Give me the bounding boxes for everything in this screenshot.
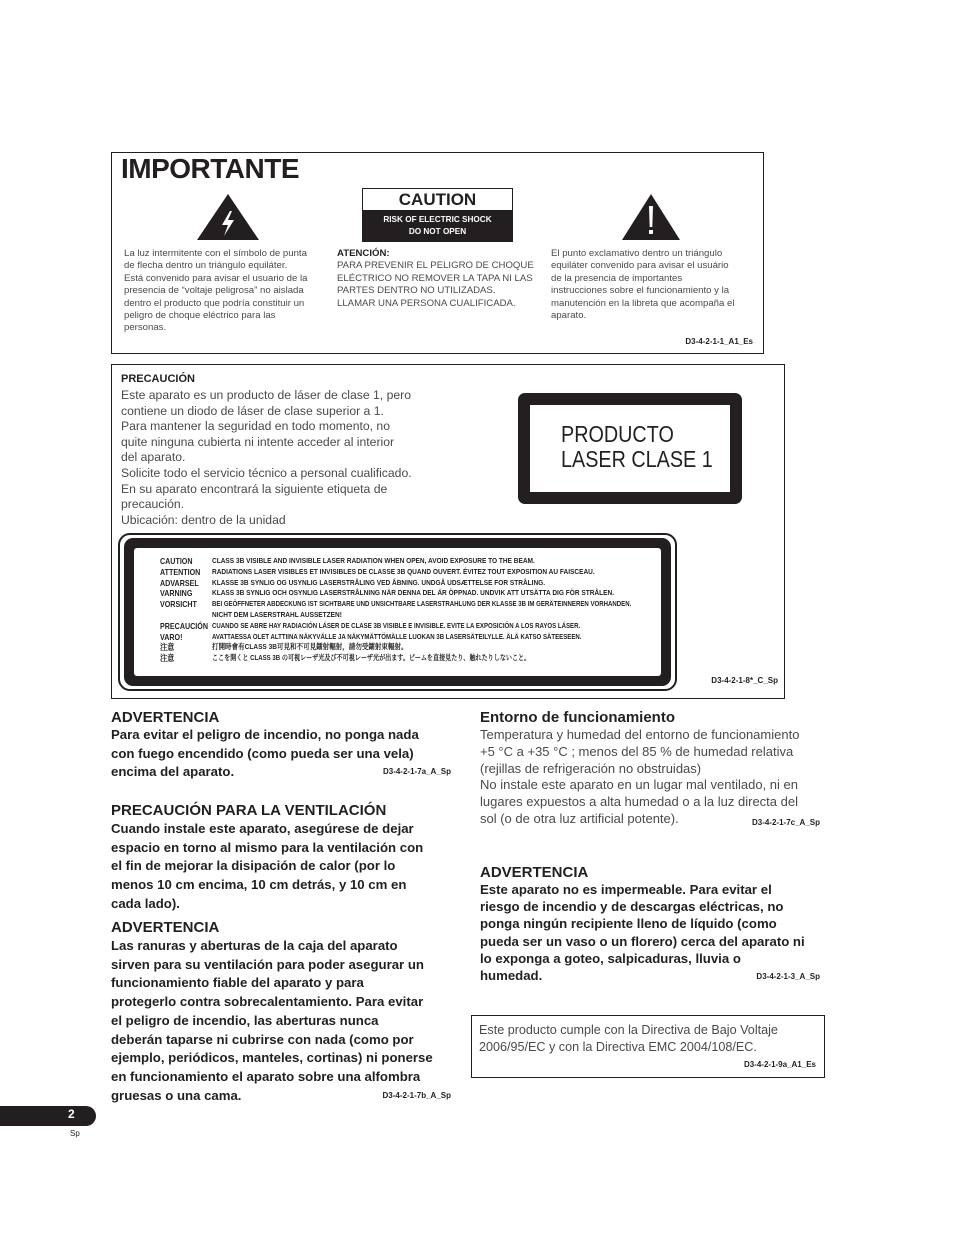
precaucion-text <box>121 388 451 528</box>
text-line: Cuando instale este aparato, asegúrese de dejar <box>111 821 414 836</box>
warning-lang: 注意 <box>160 642 175 653</box>
text-line: ejemplo, periódicos, manteles, cortinas) ni ponerse <box>111 1050 433 1066</box>
text-line: Las ranuras y aberturas de la caja del aparato <box>111 938 398 953</box>
text-line: 2006/95/EC y con la Directiva EMC 2004/108/EC. <box>479 1039 757 1054</box>
text-line: sirven para su ventilación para poder asegurar un <box>111 956 424 972</box>
text-line: gruesas o una cama. <box>111 1087 242 1103</box>
text-line: manutención en la libreta que acompaña el <box>551 297 735 309</box>
text-line: En su aparato encontrará la siguiente etiqueta de <box>121 481 388 496</box>
text-line: presencia de “voltaje peligrosa” no aislada <box>124 285 304 297</box>
warning-text: KLASS 3B SYNLIG OCH OSYNLIG LASERSTRÅLNING NÄR DENNA DEL ÄR ÖPPNAD. UNDVIK ATT UTSÄTTA DIG FÖR STRÅLEN. <box>212 588 615 598</box>
warning-lang: PRECAUCIÓN <box>160 620 208 631</box>
text-line: PARTES DENTRO NO UTILIZADAS. <box>337 285 496 297</box>
laser-label-line-2: LASER CLASE 1 <box>561 446 713 472</box>
text-line: contiene un diodo de láser de clase superior a 1. <box>121 403 384 418</box>
text-line: lugares expuestos a alta humedad o a la luz directa del <box>480 794 798 810</box>
text-line: funcionamiento fiable del aparato y para <box>111 975 364 991</box>
page-number: 2 <box>68 1107 75 1121</box>
warning-lang: CAUTION <box>160 556 193 566</box>
warning-text: BEI GEÖFFNETER ABDECKUNG IST SICHTBARE UND UNSICHTBARE LASERSTRAHLUNG DER KLASSE 3B IM GERÄTEINNEREN VORHANDEN. <box>212 599 632 609</box>
text-line: del aparato. <box>121 450 186 465</box>
page-number-tab <box>0 1106 96 1126</box>
text-line: riesgo de incendio y de descargas eléctricas, no <box>480 899 784 915</box>
text-line: sol (o de otra luz artificial potente). <box>480 810 679 826</box>
warning-lang: 注意 <box>160 653 175 664</box>
text-line: El punto exclamativo dentro un triángulo <box>551 248 723 259</box>
advertencia-1-code: D3-4-2-1-7a_A_Sp <box>382 767 451 776</box>
text-line: Para mantener la seguridad en todo momento, no <box>121 419 390 434</box>
text-line: pueda ser un vaso o un florero) cerca del aparato ni <box>480 933 805 949</box>
advertencia-1-heading: ADVERTENCIA <box>111 709 220 726</box>
text-line: +5 °C a +35 °C ; menos del 85 % de humedad relativa <box>480 743 794 759</box>
ventilacion-text <box>111 820 456 914</box>
shock-symbol-text <box>124 248 329 335</box>
laser-label-line-1: PRODUCTO <box>561 421 674 447</box>
text-line: LLAMAR UNA PERSONA CUALIFICADA. <box>337 297 516 309</box>
atencion-text <box>337 248 542 310</box>
precaucion-code: D3-4-2-1-8*_C_Sp <box>711 676 778 685</box>
ventilacion-heading: PRECAUCIÓN PARA LA VENTILACIÓN <box>111 802 387 819</box>
exclamation-symbol-text <box>551 248 756 322</box>
text-line: cada lado). <box>111 895 180 911</box>
text-line: de flecha dentro un triángulo equiláter. <box>124 260 288 272</box>
text-line: No instale este aparato en un lugar mal ventilado, ni en <box>480 777 798 793</box>
caution-line-2: DO NOT OPEN <box>408 226 467 236</box>
entorno-heading: Entorno de funcionamiento <box>480 709 675 726</box>
electric-shock-warning-icon <box>195 192 261 242</box>
advertencia-2-text <box>111 937 461 1105</box>
advertencia-2-heading: ADVERTENCIA <box>111 919 220 936</box>
warning-text: KLASSE 3B SYNLIG OG USYNLIG LASERSTRÅLING VED ÅBNING. UNDGÅ UDSÆTTELSE FOR STRÅLING. <box>212 577 546 587</box>
text-line: precaución. <box>121 497 185 512</box>
caution-line-1: RISK OF ELECTRIC SHOCK <box>383 215 492 224</box>
text-line: encima del aparato. <box>111 764 235 780</box>
exclamation-warning-icon <box>620 192 682 242</box>
warning-text: RADIATIONS LASER VISIBLES ET INVISIBLES DE CLASSE 3B QUAND OUVERT. ÉVITEZ TOUT EXPOSITION AU FAISCEAU. <box>212 566 595 576</box>
text-line: el peligro de incendio, las aberturas nunca <box>111 1012 379 1028</box>
text-line: humedad. <box>480 968 543 984</box>
advertencia-3-heading: ADVERTENCIA <box>480 864 589 881</box>
importante-title: IMPORTANTE <box>121 153 300 184</box>
warning-lang <box>160 610 205 621</box>
precaucion-heading: PRECAUCIÓN <box>121 373 195 385</box>
warning-text: AVATTAESSA OLET ALTTIINA NÄKYVÄLLE JA NÄKYMÄTTÖMÄLLE LUOKAN 3B LASERSÄTEILYLLE. ÄLÄ KATSO SÄTEESEEN. <box>212 631 582 641</box>
warning-text: CUANDO SE ABRE HAY RADIACIÓN LÁSER DE CLASE 3B VISIBLE E INVISIBLE. EVITE LA EXPOSICIÓN A LOS RAYOS LÁSER. <box>212 620 581 630</box>
warning-text: ここを開くと CLASS 3B の可視レーザ光及び不可視レーザ光が出ます。ビームを直接見たり、触れたりしないこと。 <box>212 653 531 663</box>
text-line: aparato. <box>551 310 587 322</box>
warning-text: NICHT DEM LASERSTRAHL AUSSETZEN! <box>212 609 342 619</box>
atencion-heading: ATENCIÓN: <box>337 248 390 259</box>
warning-lang: VORSICHT <box>160 599 197 610</box>
text-line: en funcionamiento el aparato sobre una alfombra <box>111 1068 421 1084</box>
text-line: dentro el producto que podría constituir un <box>124 297 305 309</box>
text-line: Este aparato no es impermeable. Para evitar el <box>480 882 772 897</box>
warning-text: 打開時會有CLASS 3B可見和不可見鐳射輻射，請勿受鐳射束輻射。 <box>212 642 408 652</box>
warning-languages <box>160 556 212 664</box>
text-line: de la presencia de importantes <box>551 272 683 284</box>
text-line: Este aparato es un producto de láser de clase 1, pero <box>121 388 411 402</box>
entorno-text <box>480 727 825 828</box>
importante-code: D3-4-2-1-1_A1_Es <box>685 337 753 346</box>
text-line: protegerlo contra sobrecalentamiento. Para evitar <box>111 994 424 1010</box>
advertencia-3-text <box>480 881 825 984</box>
text-line: ponga ningún recipiente lleno de líquido (como <box>480 916 777 932</box>
text-line: espacio en torno al mismo para la ventilación con <box>111 839 424 855</box>
caution-label: CAUTION <box>362 188 513 211</box>
text-line: quite ninguna cubierta ni intente acceder al interior <box>121 434 395 449</box>
text-line: Está convenido para avisar el usuario de la <box>124 272 308 284</box>
text-line: Temperatura y humedad del entorno de funcionamiento <box>480 727 800 742</box>
text-line: lo exponga a goteo, salpicaduras, lluvia o <box>480 950 741 966</box>
laser-class-label <box>561 422 713 472</box>
text-line: Este producto cumple con la Directiva de Bajo Voltaje <box>479 1023 778 1037</box>
text-line: Para evitar el peligro de incendio, no ponga nada <box>111 727 419 742</box>
text-line: equiláter convenido para avisar el usuário <box>551 260 729 272</box>
warning-text: CLASS 3B VISIBLE AND INVISIBLE LASER RADIATION WHEN OPEN, AVOID EXPOSURE TO THE BEAM. <box>212 556 535 565</box>
caution-band <box>362 211 513 242</box>
text-line: el fin de mejorar la disipación de calor (por lo <box>111 858 396 874</box>
text-line: Ubicación: dentro de la unidad <box>121 512 286 527</box>
page-language: Sp <box>70 1129 80 1138</box>
text-line: ELÉCTRICO NO REMOVER LA TAPA NI LAS <box>337 272 533 284</box>
text-line: personas. <box>124 322 167 334</box>
advertencia-2-code: D3-4-2-1-7b_A_Sp <box>382 1091 451 1100</box>
entorno-code: D3-4-2-1-7c_A_Sp <box>751 818 820 827</box>
text-line: peligro de choque eléctrico para las <box>124 310 276 322</box>
text-line: (rejillas de refrigeración no obstruidas) <box>480 760 702 776</box>
directiva-code: D3-4-2-1-9a_A1_Es <box>743 1060 816 1069</box>
directiva-text <box>479 1022 819 1056</box>
text-line: PARA PREVENIR EL PELIGRO DE CHOQUE <box>337 260 534 272</box>
text-line: deberán taparse ni cubrirse con nada (como por <box>111 1031 414 1047</box>
advertencia-3-code: D3-4-2-1-3_A_Sp <box>756 972 820 981</box>
text-line: instrucciones sobre el funcionamiento y la <box>551 285 730 297</box>
warning-lang: VARNING <box>160 588 193 599</box>
warning-lang: ADVARSEL <box>160 577 199 588</box>
warning-texts <box>212 556 652 664</box>
text-line: La luz intermitente con el símbolo de punta <box>124 248 307 259</box>
warning-lang: VARO! <box>160 631 183 642</box>
warning-lang: ATTENTION <box>160 566 201 577</box>
text-line: menos 10 cm encima, 10 cm detrás, y 10 cm en <box>111 877 407 893</box>
text-line: Solicite todo el servicio técnico a personal cualificado. <box>121 465 412 480</box>
text-line: con fuego encendido (como pueda ser una vela) <box>111 745 414 761</box>
